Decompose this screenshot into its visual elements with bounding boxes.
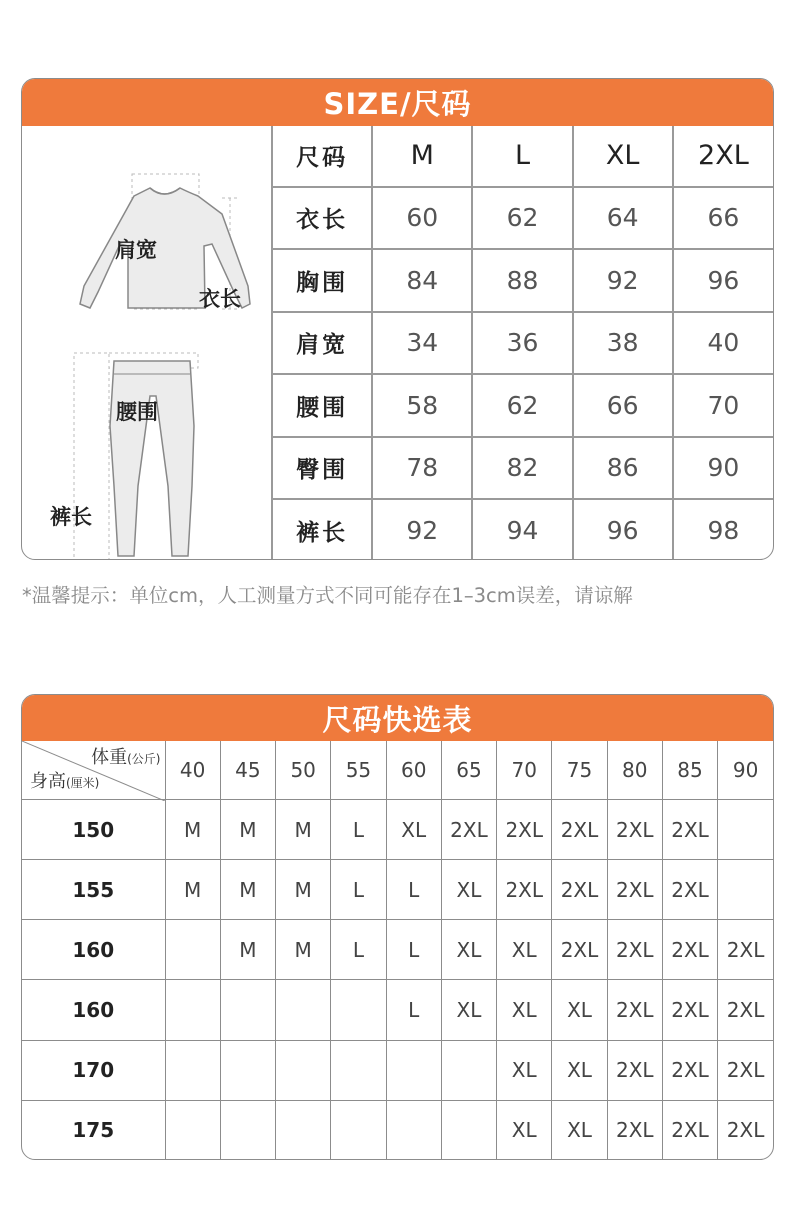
size-cell: XL (497, 1040, 552, 1100)
quick-size-title: 尺码快选表 (22, 695, 773, 741)
weight-cell: 80 (607, 741, 662, 800)
height-row (22, 860, 773, 920)
size-cell (276, 1040, 331, 1100)
size-cell: 2XL (607, 800, 662, 860)
size-cell (276, 1100, 331, 1159)
garment-illustration (22, 126, 272, 559)
size-cell: XL (497, 980, 552, 1040)
size-cell: XL (497, 1100, 552, 1159)
corner-header-cell (22, 741, 165, 800)
height-cell: 170 (22, 1040, 165, 1100)
size-value-cell: 90 (673, 437, 773, 500)
size-value-cell: 94 (472, 499, 572, 560)
size-cell: M (220, 860, 275, 920)
size-value-cell: 36 (472, 312, 572, 375)
size-cell: XL (386, 800, 441, 860)
size-cell: M (220, 920, 275, 980)
shoulder-label: 肩宽 (115, 238, 157, 262)
top-length-label: 衣长 (199, 287, 241, 311)
size-chart-card (21, 78, 774, 560)
size-cell: L (386, 860, 441, 920)
size-value-cell: 96 (673, 249, 773, 312)
size-cell: 2XL (662, 920, 717, 980)
size-row (272, 437, 773, 500)
size-cell: M (165, 800, 220, 860)
size-value-cell: 78 (372, 437, 472, 500)
size-value-cell: 64 (573, 187, 673, 250)
size-cell (386, 1040, 441, 1100)
size-row-label: 胸围 (272, 249, 372, 312)
size-row-label: 衣长 (272, 187, 372, 250)
size-row-label: 肩宽 (272, 312, 372, 375)
height-cell: 150 (22, 800, 165, 860)
size-cell: 2XL (662, 860, 717, 920)
size-header-cell: 2XL (673, 126, 773, 187)
size-value-cell: 40 (673, 312, 773, 375)
weight-cell: 75 (552, 741, 607, 800)
weight-cell: 90 (718, 741, 773, 800)
size-value-cell: 66 (573, 374, 673, 437)
size-header-cell: XL (573, 126, 673, 187)
height-label-text: 身高 (30, 771, 66, 793)
weight-label-text: 体重 (91, 747, 128, 768)
size-cell: XL (441, 920, 496, 980)
size-chart-body (22, 126, 773, 559)
size-header-cell: 尺码 (272, 126, 372, 187)
size-value-cell: 62 (472, 374, 572, 437)
weight-cell: 65 (441, 741, 496, 800)
quick-size-card (21, 694, 774, 1160)
size-cell: 2XL (607, 1040, 662, 1100)
size-cell (331, 1100, 386, 1159)
size-cell (331, 1040, 386, 1100)
size-value-cell: 96 (573, 499, 673, 560)
weight-cell: 55 (331, 741, 386, 800)
size-cell: XL (441, 860, 496, 920)
size-cell: XL (552, 1040, 607, 1100)
size-value-cell: 84 (372, 249, 472, 312)
size-value-cell: 34 (372, 312, 472, 375)
size-cell (331, 980, 386, 1040)
size-header-cell: M (372, 126, 472, 187)
size-cell: 2XL (718, 920, 773, 980)
weight-cell: 40 (165, 741, 220, 800)
size-row-label: 腰围 (272, 374, 372, 437)
size-cell (165, 980, 220, 1040)
size-cell (165, 920, 220, 980)
size-cell: 2XL (662, 1100, 717, 1159)
size-value-cell: 60 (372, 187, 472, 250)
size-cell: L (331, 800, 386, 860)
size-cell: 2XL (607, 920, 662, 980)
size-cell: 2XL (607, 860, 662, 920)
height-cell: 155 (22, 860, 165, 920)
size-row-label: 裤长 (272, 499, 372, 560)
size-value-cell: 62 (472, 187, 572, 250)
waist-label: 腰围 (116, 400, 158, 424)
size-cell: M (276, 860, 331, 920)
size-value-cell: 98 (673, 499, 773, 560)
size-cell: 2XL (552, 860, 607, 920)
size-cell: 2XL (497, 800, 552, 860)
weight-axis-label (91, 743, 160, 769)
measurement-note: *温馨提示：单位cm，人工测量方式不同可能存在1–3cm误差，请谅解 (22, 584, 633, 607)
size-chart-title: SIZE/尺码 (22, 79, 773, 126)
size-cell: L (386, 980, 441, 1040)
size-cell: 2XL (497, 860, 552, 920)
size-table-header (272, 126, 773, 187)
size-value-cell: 58 (372, 374, 472, 437)
size-cell: 2XL (662, 980, 717, 1040)
weight-unit: (公斤) (127, 752, 161, 766)
size-value-cell: 92 (573, 249, 673, 312)
garment-figure (22, 126, 272, 559)
size-header-cell: L (472, 126, 572, 187)
weight-header-row (22, 741, 773, 800)
size-row (272, 249, 773, 312)
height-cell: 175 (22, 1100, 165, 1159)
height-unit: (厘米) (66, 776, 100, 791)
size-value-cell: 86 (573, 437, 673, 500)
size-cell: L (331, 860, 386, 920)
size-cell (386, 1100, 441, 1159)
size-cell (441, 1040, 496, 1100)
size-cell: 2XL (662, 800, 717, 860)
size-value-cell: 88 (472, 249, 572, 312)
size-cell: M (165, 860, 220, 920)
size-cell: 2XL (718, 1040, 773, 1100)
height-axis-label (30, 767, 99, 793)
size-cell: M (276, 920, 331, 980)
size-cell: M (276, 800, 331, 860)
height-row (22, 920, 773, 980)
height-row (22, 1040, 773, 1100)
weight-cell: 70 (497, 741, 552, 800)
height-row (22, 980, 773, 1040)
size-value-cell: 66 (673, 187, 773, 250)
weight-cell: 60 (386, 741, 441, 800)
size-cell (220, 1100, 275, 1159)
size-cell: 2XL (718, 1100, 773, 1159)
weight-cell: 50 (276, 741, 331, 800)
size-cell: 2XL (552, 800, 607, 860)
size-cell (441, 1100, 496, 1159)
size-cell: M (220, 800, 275, 860)
size-cell: XL (441, 980, 496, 1040)
size-cell: 2XL (607, 980, 662, 1040)
size-row-label: 臀围 (272, 437, 372, 500)
weight-cell: 45 (220, 741, 275, 800)
size-cell (718, 860, 773, 920)
height-row (22, 1100, 773, 1159)
size-cell: 2XL (607, 1100, 662, 1159)
size-value-cell: 92 (372, 499, 472, 560)
size-row (272, 312, 773, 375)
size-row (272, 374, 773, 437)
size-cell: 2XL (441, 800, 496, 860)
size-cell (718, 800, 773, 860)
height-cell: 160 (22, 920, 165, 980)
size-cell (165, 1100, 220, 1159)
size-cell: XL (497, 920, 552, 980)
size-row (272, 499, 773, 560)
size-cell (220, 1040, 275, 1100)
weight-cell: 85 (662, 741, 717, 800)
size-cell: XL (552, 1100, 607, 1159)
size-cell: XL (552, 980, 607, 1040)
size-cell: 2XL (552, 920, 607, 980)
height-row (22, 800, 773, 860)
size-cell: 2XL (718, 980, 773, 1040)
size-value-cell: 70 (673, 374, 773, 437)
size-value-cell: 82 (472, 437, 572, 500)
size-value-cell: 38 (573, 312, 673, 375)
size-cell (165, 1040, 220, 1100)
size-cell: L (386, 920, 441, 980)
size-cell (276, 980, 331, 1040)
size-cell (220, 980, 275, 1040)
size-cell: 2XL (662, 1040, 717, 1100)
size-table (271, 126, 773, 560)
size-row (272, 187, 773, 250)
height-cell: 160 (22, 980, 165, 1040)
size-cell: L (331, 920, 386, 980)
pants-length-label: 裤长 (50, 505, 92, 529)
quick-size-table (22, 741, 773, 1159)
